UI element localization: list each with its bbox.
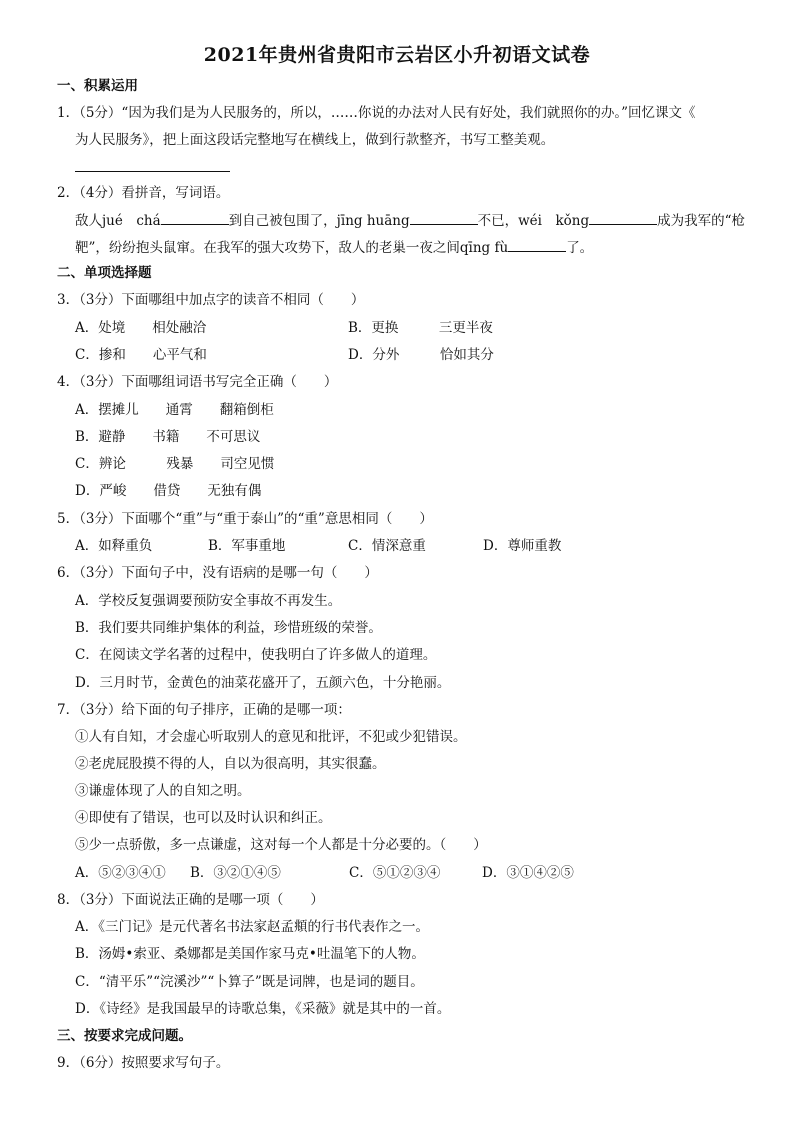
q5-option-c[interactable]: C．情深意重: [348, 538, 426, 554]
q6-option-d[interactable]: D．三月时节，金黄色的油菜花盛开了，五颜六色，十分艳丽。: [75, 675, 451, 691]
q8-stem: 8．（3分）下面说法正确的是哪一项（ ）: [57, 892, 324, 908]
q9-stem: 9．（6分）按照要求写句子。: [57, 1055, 230, 1071]
q5-option-a[interactable]: A．如释重负: [75, 538, 153, 554]
q8-option-d[interactable]: D．《诗经》是我国最早的诗歌总集，《采薇》就是其中的一首。: [75, 1001, 451, 1017]
q7-option-d[interactable]: D．③①④②⑤: [482, 865, 574, 881]
q7-sentence-3: ③谦虚体现了人的自知之明。: [75, 783, 251, 799]
q6-option-a[interactable]: A．学校反复强调要预防安全事故不再发生。: [75, 593, 342, 609]
q7-option-a[interactable]: A．⑤②③④①: [75, 865, 166, 881]
q2-text-f: 了。: [566, 240, 594, 256]
q3-option-d[interactable]: D．分外 恰如其分: [348, 347, 494, 363]
q7-sentence-1: ①人有自知，才会虚心听取别人的意见和批评，不犯或少犯错误。: [75, 729, 467, 745]
q2-text-c: 不已，wéi kǒng: [477, 213, 590, 229]
q5-option-b[interactable]: B．军事重地: [208, 538, 286, 554]
section-heading-2: 二、单项选择题: [57, 265, 152, 281]
q1-line2: 为人民服务》，把上面这段话完整地写在横线上，做到行款整齐，书写工整美观。: [75, 132, 555, 148]
q7-stem: 7．（3分）给下面的句子排序，正确的是哪一项：: [57, 702, 351, 718]
q2-line2: [75, 210, 745, 231]
q2-blank-4[interactable]: [508, 237, 566, 252]
q3-option-a[interactable]: A．处境 相处融洽: [75, 320, 207, 336]
q5-option-d[interactable]: D．尊师重教: [483, 538, 562, 554]
q4-option-d[interactable]: D．严峻 借贷 无独有偶: [75, 483, 262, 499]
q2-text-d: 成为我军的“枪: [657, 213, 746, 229]
q4-option-a[interactable]: A．摆摊儿 通霄 翻箱倒柜: [75, 402, 274, 418]
q5-stem: 5．（3分）下面哪个“重”与“重于泰山”的“重”意思相同（ ）: [57, 511, 433, 527]
q3-option-c[interactable]: C．掺和 心平气和: [75, 347, 207, 363]
q7-option-b[interactable]: B．③②①④⑤: [190, 865, 281, 881]
q7-option-c[interactable]: C．⑤①②③④: [349, 865, 441, 881]
q2-blank-3[interactable]: [589, 210, 657, 225]
q8-option-b[interactable]: B．汤姆•索亚、桑娜都是美国作家马克•吐温笔下的人物。: [75, 946, 425, 962]
q2-text-e: 靶”，纷纷抱头鼠窜。在我军的强大攻势下，敌人的老巢一夜之间qīng fù: [75, 240, 509, 256]
q3-stem: 3．（3分）下面哪组中加点字的读音不相同（ ）: [57, 292, 365, 308]
q7-sentence-2: ②老虎屁股摸不得的人，自以为很高明，其实很蠢。: [75, 756, 386, 772]
q6-stem: 6．（3分）下面句子中，没有语病的是哪一句（ ）: [57, 565, 378, 581]
q7-sentence-5: ⑤少一点骄傲，多一点谦虚，这对每一个人都是十分必要的。（ ）: [75, 837, 487, 853]
q4-option-b[interactable]: B．避静 书籍 不可思议: [75, 429, 261, 445]
q3-option-b[interactable]: B．更换 三更半夜: [348, 320, 493, 336]
q2-blank-2[interactable]: [410, 210, 478, 225]
q4-option-c[interactable]: C．辨论 残暴 司空见惯: [75, 456, 275, 472]
q2-text-b: 到自己被包围了，jīng huāng: [228, 213, 410, 229]
q2-blank-1[interactable]: [161, 210, 229, 225]
section-heading-3: 三、按要求完成问题。: [57, 1028, 192, 1044]
q4-stem: 4．（3分）下面哪组词语书写完全正确（ ）: [57, 374, 338, 390]
q7-sentence-4: ④即使有了错误，也可以及时认识和纠正。: [75, 810, 332, 826]
q2-stem: 2．（4分）看拼音，写词语。: [57, 185, 230, 201]
q1-line1: 1．（5分）“因为我们是为人民服务的，所以，……你说的办法对人民有好处，我们就照你的办。”回忆课文《: [57, 105, 696, 121]
q6-option-c[interactable]: C．在阅读文学名著的过程中，使我明白了许多做人的道理。: [75, 647, 437, 663]
page-title: 2021年贵州省贵阳市云岩区小升初语文试卷: [203, 44, 591, 66]
q6-option-b[interactable]: B．我们要共同维护集体的利益，珍惜班级的荣誉。: [75, 620, 382, 636]
q8-option-c[interactable]: C．“清平乐”“浣溪沙”“卜算子”既是词牌，也是词的题目。: [75, 974, 424, 990]
q2-line3: [75, 237, 593, 258]
q1-answer-line[interactable]: [75, 171, 230, 172]
q2-text-a: 敌人jué chá: [75, 213, 161, 229]
q8-option-a[interactable]: A．《三门记》是元代著名书法家赵孟頫的行书代表作之一。: [75, 919, 429, 935]
section-heading-1: 一、积累运用: [57, 78, 138, 94]
